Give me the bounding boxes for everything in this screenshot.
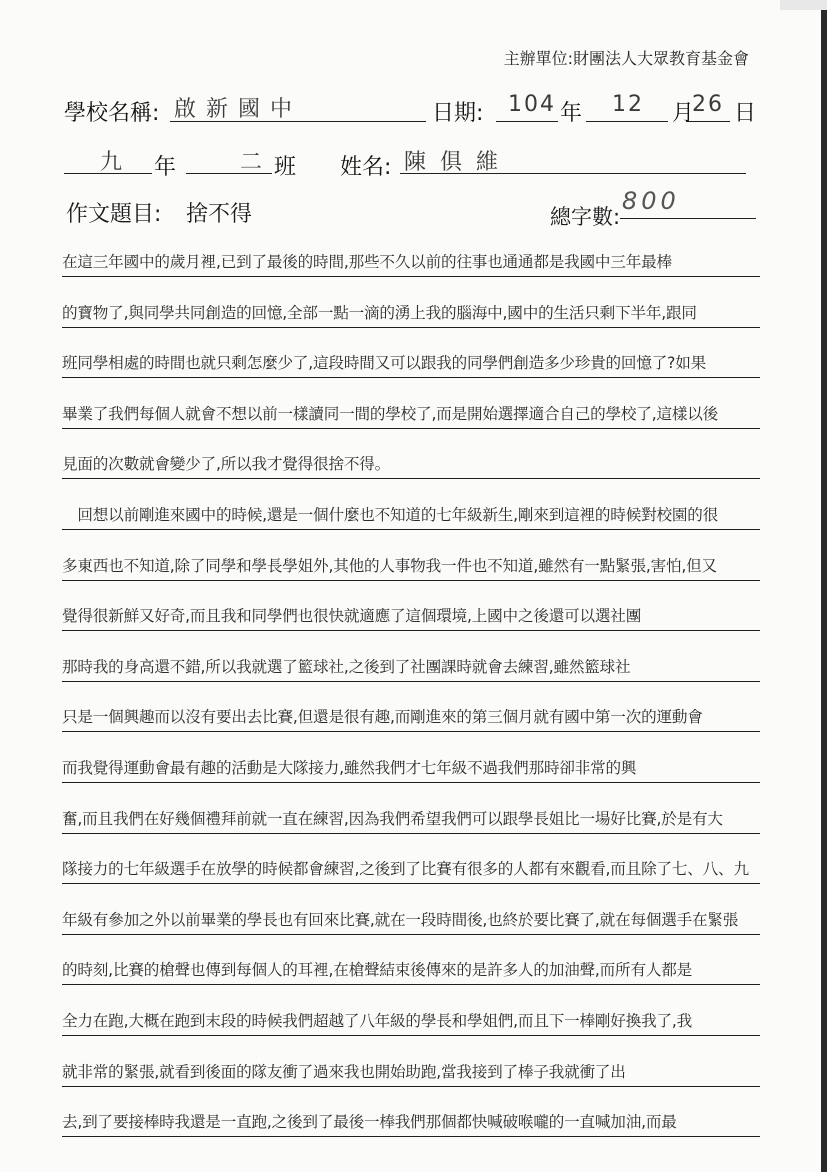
essay-line-text: 在這三年國中的歲月裡,已到了最後的時間,那些不久以前的往事也通通都是我國中三年最棒	[62, 253, 672, 271]
essay-line	[62, 637, 760, 682]
essay-line	[62, 333, 760, 378]
essay-line-text: 全力在跑,大概在跑到末段的時候我們超越了八年級的學長和學姐們,而且下一棒剛好換我了,我	[62, 1012, 693, 1030]
essay-title: 捨不得	[186, 202, 253, 227]
day-underline	[686, 121, 730, 122]
date-label: 日期:	[432, 101, 484, 126]
grade-value: 九	[100, 150, 133, 175]
essay-line	[62, 586, 760, 631]
school-label: 學校名稱:	[64, 101, 160, 126]
title-label: 作文題目:	[66, 202, 162, 227]
month-unit: 月	[672, 101, 695, 126]
month-underline	[586, 121, 668, 122]
essay-line-text: 的時刻,比賽的槍聲也傳到每個人的耳裡,在槍聲結束後傳來的是許多人的加油聲,而所有人都是	[62, 961, 693, 980]
essay-line-text: 而我覺得運動會最有趣的活動是大隊接力,雖然我們才七年級不過我們那時卻非常的興	[62, 759, 637, 777]
class-value: 二	[240, 150, 273, 175]
year-value: 104	[508, 92, 556, 117]
school-underline	[170, 121, 426, 122]
essay-line-text: 奮,而且我們在好幾個禮拜前就一直在練習,因為我們希望我們可以跟學長姐比一場好比賽,於是有大	[62, 809, 723, 828]
essay-line	[62, 384, 760, 429]
class-underline	[186, 173, 272, 174]
organizer-label: 主辦單位:財團法人大眾教育基金會	[503, 49, 749, 68]
essay-line-text: 就非常的緊張,就看到後面的隊友衝了過來我也開始助跑,當我接到了棒子我就衝了出	[62, 1062, 626, 1081]
essay-line	[62, 839, 760, 884]
essay-line	[62, 485, 760, 530]
essay-line-text: 那時我的身高還不錯,所以我就選了籃球社,之後到了社團課時就會去練習,雖然籃球社	[62, 657, 631, 676]
essay-line-text: 只是一個興趣而以沒有要出去比賽,但還是很有趣,而剛進來的第三個月就有國中第一次的運動會	[62, 708, 703, 727]
essay-line	[62, 890, 760, 935]
essay-line	[62, 738, 760, 783]
essay-line	[62, 434, 760, 479]
essay-line-text: 年級有參加之外以前畢業的學長也有回來比賽,就在一段時間後,也終於要比賽了,就在每個選手在緊張	[62, 910, 739, 929]
year-unit: 年	[560, 101, 583, 126]
name-value: 陳俱維	[404, 150, 513, 175]
essay-line-text: 畢業了我們每個人就會不想以前一樣讀同一間的學校了,而是開始選擇適合自己的學校了,這樣以後	[62, 404, 719, 423]
name-underline	[400, 173, 746, 174]
essay-line-text: 見面的次數就會變少了,所以我才覺得很捨不得。	[62, 455, 391, 474]
grade-underline	[64, 173, 152, 174]
word-count-underline	[620, 218, 756, 219]
essay-line-text: 去,到了要接棒時我還是一直跑,之後到了最後一棒我們那個都快喊破喉嚨的一直喊加油,而最	[62, 1113, 677, 1132]
scan-corner	[780, 0, 827, 10]
essay-line	[62, 789, 760, 834]
day-unit: 日	[734, 101, 757, 126]
school-name-value: 啟新國中	[174, 97, 303, 122]
essay-line	[62, 283, 760, 328]
essay-line	[62, 991, 760, 1036]
essay-line	[62, 1092, 760, 1137]
essay-line-text: 隊接力的七年級選手在放學的時候都會練習,之後到了比賽有很多的人都有來觀看,而且除了七、八、九	[62, 860, 749, 879]
essay-line	[62, 940, 760, 985]
essay-line	[62, 687, 760, 732]
essay-line-text: 多東西也不知道,除了同學和學長學姐外,其他的人事物我一件也不知道,雖然有一點緊張,害怕,但又	[62, 556, 717, 575]
year-underline	[496, 121, 558, 122]
grade-unit: 年	[154, 155, 177, 180]
essay-line-text: 班同學相處的時間也就只剩怎麼少了,這段時間又可以跟我的同學們創造多少珍貴的回憶了?如果	[62, 354, 706, 373]
essay-line	[62, 536, 760, 581]
word-count-label: 總字數:	[550, 205, 621, 229]
essay-line	[62, 232, 760, 277]
day-value: 26	[692, 92, 724, 117]
essay-line-text: 的寶物了,與同學共同創造的回憶,全部一點一滴的湧上我的腦海中,國中的生活只剩下半年,跟同	[62, 303, 697, 322]
word-count-value: 800	[622, 187, 680, 215]
class-unit: 班	[274, 155, 297, 180]
name-label: 姓名:	[340, 155, 392, 180]
essay-line-text: 覺得很新鮮又好奇,而且我和同學們也很快就適應了這個環境,上國中之後還可以選社團	[62, 607, 642, 626]
essay-line-text: 回想以前剛進來國中的時候,還是一個什麼也不知道的七年級新生,剛來到這裡的時候對校園的很	[62, 506, 719, 524]
essay-line	[62, 1042, 760, 1087]
scan-edge	[821, 0, 827, 1172]
month-value: 12	[612, 92, 644, 117]
